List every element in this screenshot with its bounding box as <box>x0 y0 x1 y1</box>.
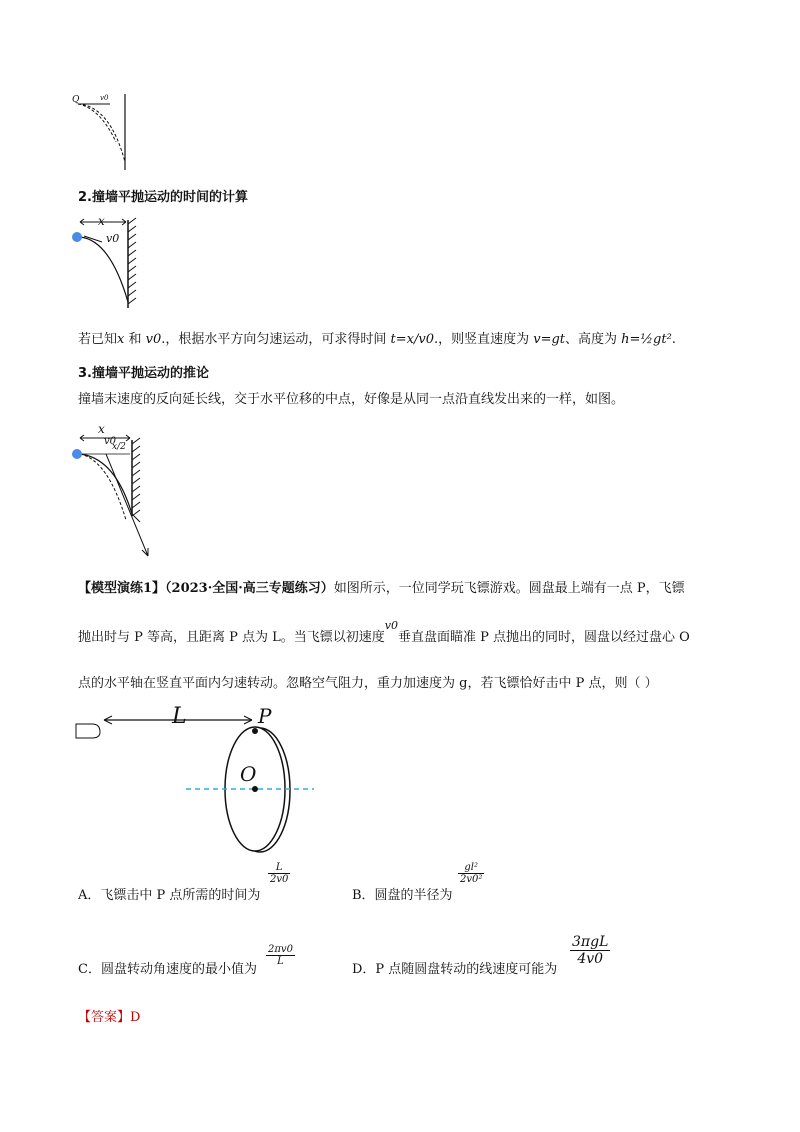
exercise-line-3: 点的水平轴在竖直平面内匀速转动。忽略空气阻力，重力加速度为 g，若飞镖恰好击中 P 点，则（ ） <box>78 676 658 691</box>
numerator: 2πv0 <box>268 944 293 955</box>
answer-line <box>78 1008 140 1028</box>
text-part: 、高度为 <box>565 332 622 347</box>
exercise-text: 如图所示，一位同学玩飞镖游戏。圆盘最上端有一点 P，飞镖 <box>333 581 685 596</box>
var-v0: v0 <box>145 332 162 347</box>
option-a[interactable]: A．飞镖击中 P 点所需的时间为 <box>78 888 261 903</box>
exercise-text: 抛出时与 P 等高，且距离 P 点为 L。当飞镖以初速度 <box>78 630 385 645</box>
text-part: 若已知 <box>78 332 118 347</box>
wall-trajectory-figure-svg <box>70 210 160 310</box>
denominator: L <box>277 956 284 967</box>
half-x-label: x/2 <box>112 442 126 452</box>
q-label: Q <box>72 95 80 105</box>
option-c[interactable]: C．圆盘转动角速度的最小值为 <box>78 962 257 977</box>
trajectory-figure-1 <box>70 92 140 172</box>
numerator: L <box>268 862 290 874</box>
v0-label: v0 <box>106 232 120 245</box>
answer-tag: 【答案】 <box>78 1010 131 1025</box>
o-label: O <box>240 762 257 786</box>
text-part: .，根据水平方向匀速运动，可求得时间 <box>161 332 391 347</box>
inference-figure <box>70 420 160 560</box>
v0-label: v0 <box>104 436 117 447</box>
l-label: L <box>172 704 187 729</box>
option-d[interactable]: D．P 点随圆盘转动的线速度可能为 <box>352 962 558 977</box>
section-2-text <box>78 330 676 350</box>
section-3-heading: 3.撞墙平抛运动的推论 <box>78 366 209 381</box>
x-label: x <box>98 214 105 228</box>
dartboard-figure-svg <box>74 702 324 862</box>
exercise-line-2 <box>78 619 690 648</box>
numerator: gl² <box>458 862 484 874</box>
option-c-fraction <box>266 944 295 967</box>
height-formula: h=½gt² <box>621 332 672 347</box>
wall-trajectory-figure <box>70 210 160 310</box>
exercise-line-1 <box>78 579 685 599</box>
option-d-fraction <box>570 934 610 967</box>
section-3-text: 撞墙末速度的反向延长线，交于水平位移的中点，好像是从同一点沿直线发出来的一样，如图。 <box>78 392 625 407</box>
option-b-fraction <box>458 862 484 885</box>
v0-label: v0 <box>100 94 109 102</box>
dartboard-figure <box>74 702 324 862</box>
text-part: .，则竖直速度为 <box>433 332 534 347</box>
option-b[interactable]: B．圆盘的半径为 <box>352 888 453 903</box>
var-x: x <box>117 332 125 347</box>
exercise-source: （2023·全国·高三专题练习） <box>165 581 334 596</box>
denominator: 2v0 <box>270 874 289 885</box>
p-label: P <box>258 704 272 728</box>
answer-value: D <box>130 1010 141 1025</box>
text-part: . <box>671 332 676 347</box>
var-v0: v0 <box>384 619 399 632</box>
trajectory-figure-1-svg <box>70 92 140 172</box>
time-formula: t=x/v0 <box>390 332 434 347</box>
denominator: 4v0 <box>577 951 604 967</box>
option-a-fraction <box>268 862 290 885</box>
numerator: 3πgL <box>572 934 609 950</box>
denominator: 2v0² <box>460 874 483 885</box>
velocity-formula: v=gt <box>533 332 566 347</box>
text-part: 和 <box>124 332 146 347</box>
section-2-heading: 2.撞墙平抛运动的时间的计算 <box>78 190 248 205</box>
exercise-tag: 【模型演练1】 <box>78 581 166 596</box>
x-label: x <box>98 422 105 436</box>
exercise-text: 垂直盘面瞄准 P 点抛出的同时，圆盘以经过盘心 O <box>398 630 690 645</box>
